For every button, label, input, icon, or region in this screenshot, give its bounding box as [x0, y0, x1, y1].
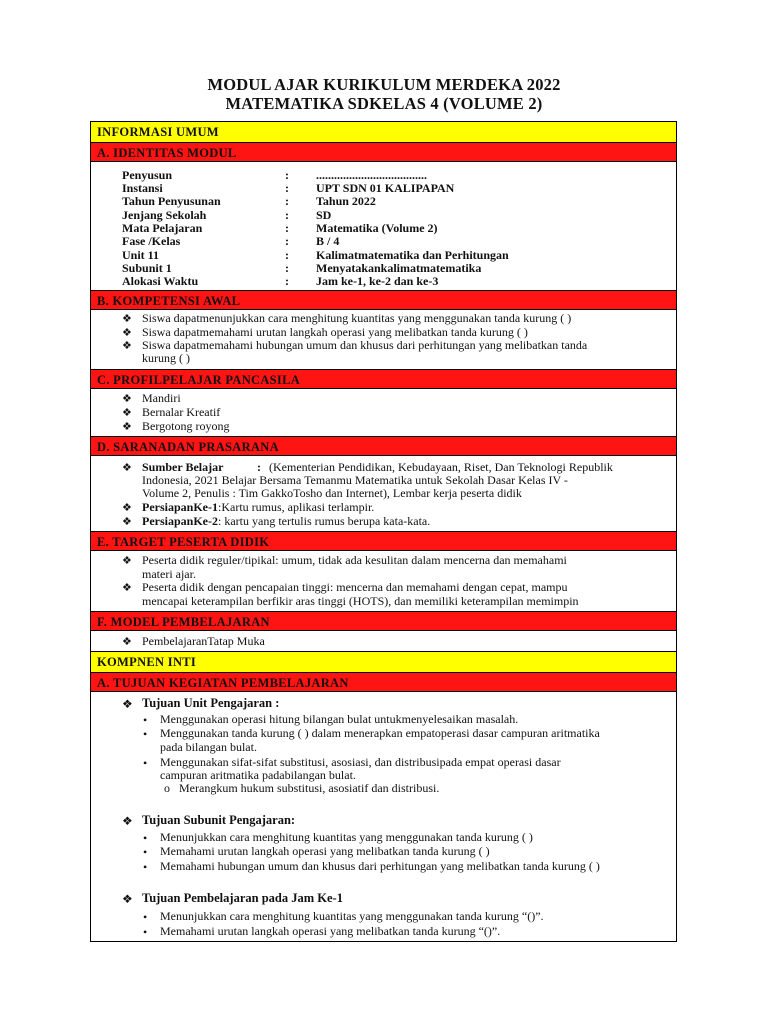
diamond-bullet-icon: ❖ — [122, 582, 132, 594]
diamond-bullet-icon: ❖ — [122, 892, 133, 906]
diamond-bullet-icon: ❖ — [122, 313, 132, 325]
model-item: PembelajaranTatap Muka — [142, 634, 265, 648]
identitas-colon: : — [285, 261, 289, 275]
tujuan-unit-item: Menggunakan operasi hitung bilangan bulat untukmenyelesaikan masalah. — [160, 712, 519, 726]
diamond-bullet-icon: ❖ — [122, 814, 133, 828]
identitas-label: Tahun Penyusunan — [122, 194, 221, 208]
bullet-dot-icon: • — [143, 845, 148, 859]
section-header-profil-pancasila: C. PROFILPELAJAR PANCASILA — [91, 369, 676, 389]
diamond-bullet-icon: ❖ — [122, 555, 132, 567]
diamond-bullet-icon: ❖ — [122, 340, 132, 352]
identitas-value: Jam ke-1, ke-2 dan ke-3 — [316, 274, 439, 288]
sarana-sumber-line: Indonesia, 2021 Belajar Bersama Temanmu Matematika untuk Sekolah Dasar Kelas IV - — [142, 473, 568, 487]
tujuan-subunit-item: Menunjukkan cara menghitung kuantitas yang menggunakan tanda kurung ( ) — [160, 830, 533, 844]
sarana-persiapan-2 — [142, 515, 430, 529]
identitas-colon: : — [285, 221, 289, 235]
tujuan-unit-item-cont: pada bilangan bulat. — [160, 740, 257, 754]
tujuan-unit-title: Tujuan Unit Pengajaran : — [142, 696, 280, 710]
section-header-informasi-umum: INFORMASI UMUM — [91, 122, 676, 142]
profil-item: Bergotong royong — [142, 419, 230, 433]
diamond-bullet-icon: ❖ — [122, 516, 132, 528]
identitas-colon: : — [285, 248, 289, 262]
section-header-kompetensi-awal: B. KOMPETENSI AWAL — [91, 290, 676, 310]
tujuan-jam-item: Menunjukkan cara menghitung kuantitas yang menggunakan tanda kurung “()”. — [160, 909, 544, 923]
target-item-cont: materi ajar. — [142, 567, 196, 581]
tujuan-unit-item: Menggunakan sifat-sifat substitusi, asosiasi, dan distribusipada empat operasi dasar — [160, 755, 561, 769]
tujuan-unit-item: Menggunakan tanda kurung ( ) dalam menerapkan empatoperasi dasar campuran aritmatika — [160, 726, 600, 740]
section-header-tujuan-kegiatan: A. TUJUAN KEGIATAN PEMBELAJARAN — [91, 672, 676, 692]
profil-item: Mandiri — [142, 391, 181, 405]
circle-bullet-icon: o — [164, 781, 170, 795]
identitas-value: SD — [316, 208, 332, 222]
identitas-label: Subunit 1 — [122, 261, 172, 275]
diamond-bullet-icon: ❖ — [122, 636, 132, 648]
tujuan-subunit-item: Memahami hubungan umum dan khusus dari perhitungan yang melibatkan tanda kurung ( ) — [160, 859, 600, 873]
section-header-komponen-inti: KOMPNEN INTI — [91, 652, 676, 672]
bullet-dot-icon: • — [143, 925, 148, 939]
identitas-colon: : — [285, 274, 289, 288]
identitas-value: B / 4 — [316, 234, 340, 248]
kompetensi-item: Siswa dapatmemahami hubungan umum dan khusus dari perhitungan yang melibatkan tanda — [142, 338, 588, 352]
module-table — [90, 121, 677, 942]
bullet-dot-icon: • — [143, 727, 148, 741]
identitas-label: Penyusun — [122, 168, 173, 182]
profil-item: Bernalar Kreatif — [142, 405, 221, 419]
sarana-persiapan-1 — [142, 501, 374, 515]
tujuan-jam-item: Memahami urutan langkah operasi yang melibatkan tanda kurung “()”. — [160, 924, 501, 938]
identitas-label: Unit 11 — [122, 248, 160, 262]
diamond-bullet-icon: ❖ — [122, 462, 132, 474]
identitas-colon: : — [285, 168, 289, 182]
diamond-bullet-icon: ❖ — [122, 697, 133, 711]
diamond-bullet-icon: ❖ — [122, 393, 132, 405]
sarana-sumber-line: Volume 2, Penulis : Tim GakkoTosho dan Internet), Lembar kerja peserta didik — [142, 486, 522, 500]
target-item-cont: mencapai keterampilan berfikir aras tinggi (HOTS), dan memiliki keterampilan memimpin — [142, 594, 579, 608]
identitas-value: Kalimatmatematika dan Perhitungan — [316, 248, 509, 262]
section-header-target-peserta: E. TARGET PESERTA DIDIK — [91, 531, 676, 551]
sarana-sumber-colon: : — [257, 460, 261, 474]
sarana-sumber-line: (Kementerian Pendidikan, Kebudayaan, Riset, Dan Teknologi Republik — [269, 460, 613, 474]
kompetensi-item-cont: kurung ( ) — [142, 351, 190, 365]
identitas-value: Tahun 2022 — [316, 194, 376, 208]
bullet-dot-icon: • — [143, 860, 148, 874]
identitas-value: Menyatakankalimatmatematika — [316, 261, 482, 275]
identitas-colon: : — [285, 194, 289, 208]
document-title-line1: MODUL AJAR KURIKULUM MERDEKA 2022 — [207, 75, 561, 94]
section-header-identitas-modul: A. IDENTITAS MODUL — [91, 142, 676, 162]
target-item: Peserta didik reguler/tipikal: umum, tidak ada kesulitan dalam mencerna dan memahami — [142, 553, 567, 567]
kompetensi-item: Siswa dapatmenunjukkan cara menghitung kuantitas yang menggunakan tanda kurung ( ) — [142, 311, 572, 325]
bullet-dot-icon: • — [143, 713, 148, 727]
section-header-model-pembelajaran: F. MODEL PEMBELAJARAN — [91, 611, 676, 631]
identitas-label: Jenjang Sekolah — [122, 208, 207, 222]
identitas-value: ..................................... — [316, 168, 427, 182]
persiapan-label: PersiapanKe-1 — [142, 500, 218, 514]
identitas-label: Instansi — [122, 181, 163, 195]
tujuan-unit-item-cont: campuran aritmatika padabilangan bulat. — [160, 768, 356, 782]
persiapan-text: : kartu yang tertulis rumus berupa kata-kata. — [218, 514, 431, 528]
bullet-dot-icon: • — [143, 831, 148, 845]
bullet-dot-icon: • — [143, 756, 148, 770]
identitas-label: Alokasi Waktu — [122, 274, 199, 288]
identitas-value: UPT SDN 01 KALIPAPAN — [316, 181, 455, 195]
section-header-sarana-prasarana: D. SARANADAN PRASARANA — [91, 436, 676, 456]
tujuan-subunit-title: Tujuan Subunit Pengajaran: — [142, 813, 296, 827]
identitas-label: Mata Pelajaran — [122, 221, 203, 235]
diamond-bullet-icon: ❖ — [122, 407, 132, 419]
persiapan-label: PersiapanKe-2 — [142, 514, 218, 528]
kompetensi-item: Siswa dapatmemahami urutan langkah operasi yang melibatkan tanda kurung ( ) — [142, 325, 528, 339]
identitas-colon: : — [285, 208, 289, 222]
tujuan-jam-title: Tujuan Pembelajaran pada Jam Ke-1 — [142, 891, 343, 905]
persiapan-text: :Kartu rumus, aplikasi terlampir. — [218, 500, 375, 514]
identitas-value: Matematika (Volume 2) — [316, 221, 438, 235]
bullet-dot-icon: • — [143, 910, 148, 924]
tujuan-unit-subitem: Merangkum hukum substitusi, asosiatif dan distribusi. — [179, 781, 440, 795]
diamond-bullet-icon: ❖ — [122, 327, 132, 339]
tujuan-subunit-item: Memahami urutan langkah operasi yang melibatkan tanda kurung ( ) — [160, 844, 490, 858]
target-item: Peserta didik dengan pencapaian tinggi: mencerna dan memahami dengan cepat, mampu — [142, 580, 568, 594]
identitas-label: Fase /Kelas — [122, 234, 181, 248]
identitas-colon: : — [285, 234, 289, 248]
sarana-sumber-label: Sumber Belajar — [142, 460, 224, 474]
identitas-colon: : — [285, 181, 289, 195]
diamond-bullet-icon: ❖ — [122, 502, 132, 514]
document-title-line2: MATEMATIKA SDKELAS 4 (VOLUME 2) — [225, 94, 543, 113]
diamond-bullet-icon: ❖ — [122, 421, 132, 433]
